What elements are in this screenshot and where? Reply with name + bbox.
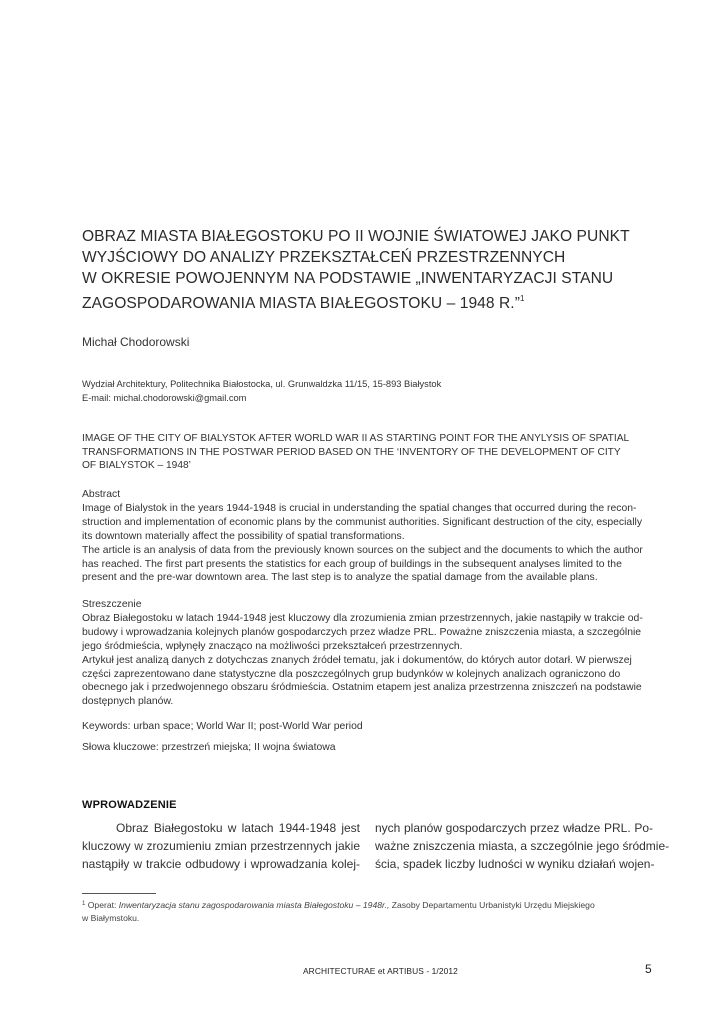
affiliation-address: Wydział Architektury, Politechnika Białostocka, ul. Grunwaldzka 11/15, 15-893 Białystok bbox=[82, 379, 442, 389]
page-number: 5 bbox=[645, 962, 652, 976]
body-line: kluczowy w zrozumieniu zmian przestrzennych jakie bbox=[82, 839, 360, 853]
streszczenie-heading: Streszczenie bbox=[82, 599, 142, 610]
author-affiliation bbox=[82, 378, 672, 405]
streszczenie-line: Obraz Białegostoku w latach 1944-1948 jest kluczowy dla zrozumienia zmian przestrzennych, jakie nastąpiły w trakcie od- bbox=[82, 612, 643, 624]
abstract-line: Image of Bialystok in the years 1944-1948 is crucial in understanding the spatial changes that occurred during the recon- bbox=[82, 502, 637, 514]
body-line: Obraz Białegostoku w latach 1944-1948 jest bbox=[116, 821, 360, 835]
footnote-source-title: Inwentaryzacja stanu zagospodarowania miasta Białegostoku – 1948r., bbox=[118, 900, 390, 910]
streszczenie-line: obecnego jak i przedwojennego obszaru śródmieścia. Ostatnim etapem jest analiza przestrzenna zniszczeń na podstawie bbox=[82, 682, 642, 694]
title-line: OBRAZ MIASTA BIAŁEGOSTOKU PO II WOJNIE ŚWIATOWEJ JAKO PUNKT bbox=[82, 228, 630, 245]
english-title-line: TRANSFORMATIONS IN THE POSTWAR PERIOD BASED ON THE ‘INVENTORY OF THE DEVELOPMENT OF CITY bbox=[82, 446, 621, 458]
abstract-line: struction and implementation of economic plans by the communist authorities. Significant destruction of the city, especially bbox=[82, 516, 643, 528]
abstract-line: its downtown materially affect the possibility of spatial transformations. bbox=[82, 530, 405, 542]
english-title bbox=[82, 432, 662, 473]
footnote-mark: 1 bbox=[82, 901, 86, 907]
streszczenie-line: Artykuł jest analizą danych z dotychczas znanych źródeł tematu, jak i dokumentów, do których autor dotarł. W pierwszej bbox=[82, 654, 632, 666]
article-title bbox=[82, 227, 672, 315]
footnote bbox=[82, 898, 656, 924]
section-heading: WPROWADZENIE bbox=[82, 799, 177, 811]
keywords-polish: Słowa kluczowe: przestrzeń miejska; II wojna światowa bbox=[82, 742, 336, 753]
streszczenie-line: budowy i wprowadzania kolejnych planów gospodarczych przez władze PRL. Poważne zniszczenia miasta, a szczególnie bbox=[82, 626, 642, 638]
title-line: WYJŚCIOWY DO ANALIZY PRZEKSZTAŁCEŃ PRZESTRZENNYCH bbox=[82, 248, 566, 266]
abstract-line: has reached. The first part presents the statistics for each group of buildings in the subsequent analyses limited to the bbox=[82, 558, 622, 570]
body-line: nych planów gospodarczych przez władze PRL. Po- bbox=[375, 821, 653, 835]
footnote-line2: w Białymstoku. bbox=[82, 912, 140, 923]
streszczenie-section bbox=[82, 598, 654, 709]
abstract-heading: Abstract bbox=[82, 489, 121, 500]
footnote-source-suffix: Zasoby Departamentu Urbanistyki Urzędu Miejskiego bbox=[389, 900, 595, 910]
abstract-line: The article is an analysis of data from the previously known sources on the subject and the documents to which the author bbox=[82, 544, 643, 556]
streszczenie-line: części zaprezentowano dane statystyczne dla poszczególnych grup budynków w kolejnych analizach ograniczono do bbox=[82, 668, 621, 680]
english-title-line: IMAGE OF THE CITY OF BIALYSTOK AFTER WORLD WAR II AS STARTING POINT FOR THE ANYLYSIS OF SPATIAL bbox=[82, 433, 630, 444]
footnote-prefix: Operat: bbox=[85, 900, 119, 910]
journal-footer: ARCHITECTURAE et ARTIBUS - 1/2012 bbox=[303, 966, 458, 976]
affiliation-email: E-mail: michal.chodorowski@gmail.com bbox=[82, 392, 247, 403]
keywords-english: Keywords: urban space; World War II; post-World War period bbox=[82, 721, 363, 732]
abstract-line: present and the pre-war downtown area. The last step is to analyze the spatial damage from the available plans. bbox=[82, 572, 598, 584]
title-footnote-mark: 1 bbox=[519, 294, 525, 304]
streszczenie-line: dostępnych planów. bbox=[82, 696, 174, 708]
author-name: Michał Chodorowski bbox=[82, 335, 190, 349]
title-line: W OKRESIE POWOJENNYM NA PODSTAWIE „INWENTARYZACJI STANU bbox=[82, 269, 614, 287]
footnote-divider bbox=[82, 893, 156, 894]
english-title-line: OF BIALYSTOK – 1948’ bbox=[82, 460, 191, 471]
body-column-right bbox=[375, 819, 670, 873]
body-line: ścia, spadek liczby ludności w wyniku działań wojen- bbox=[375, 857, 655, 871]
body-line: ważne zniszczenia miasta, a szczególnie jego śródmie- bbox=[375, 839, 670, 853]
streszczenie-line: jego śródmieścia, wpłynęły znacząco na możliwości przekształceń przestrzennych. bbox=[82, 640, 463, 652]
title-line: ZAGOSPODAROWANIA MIASTA BIAŁEGOSTOKU – 1948 R.” bbox=[82, 295, 520, 313]
body-column-left bbox=[82, 819, 360, 873]
body-line: nastąpiły w trakcie odbudowy i wprowadzania kolej- bbox=[82, 857, 360, 871]
abstract-section bbox=[82, 488, 654, 585]
